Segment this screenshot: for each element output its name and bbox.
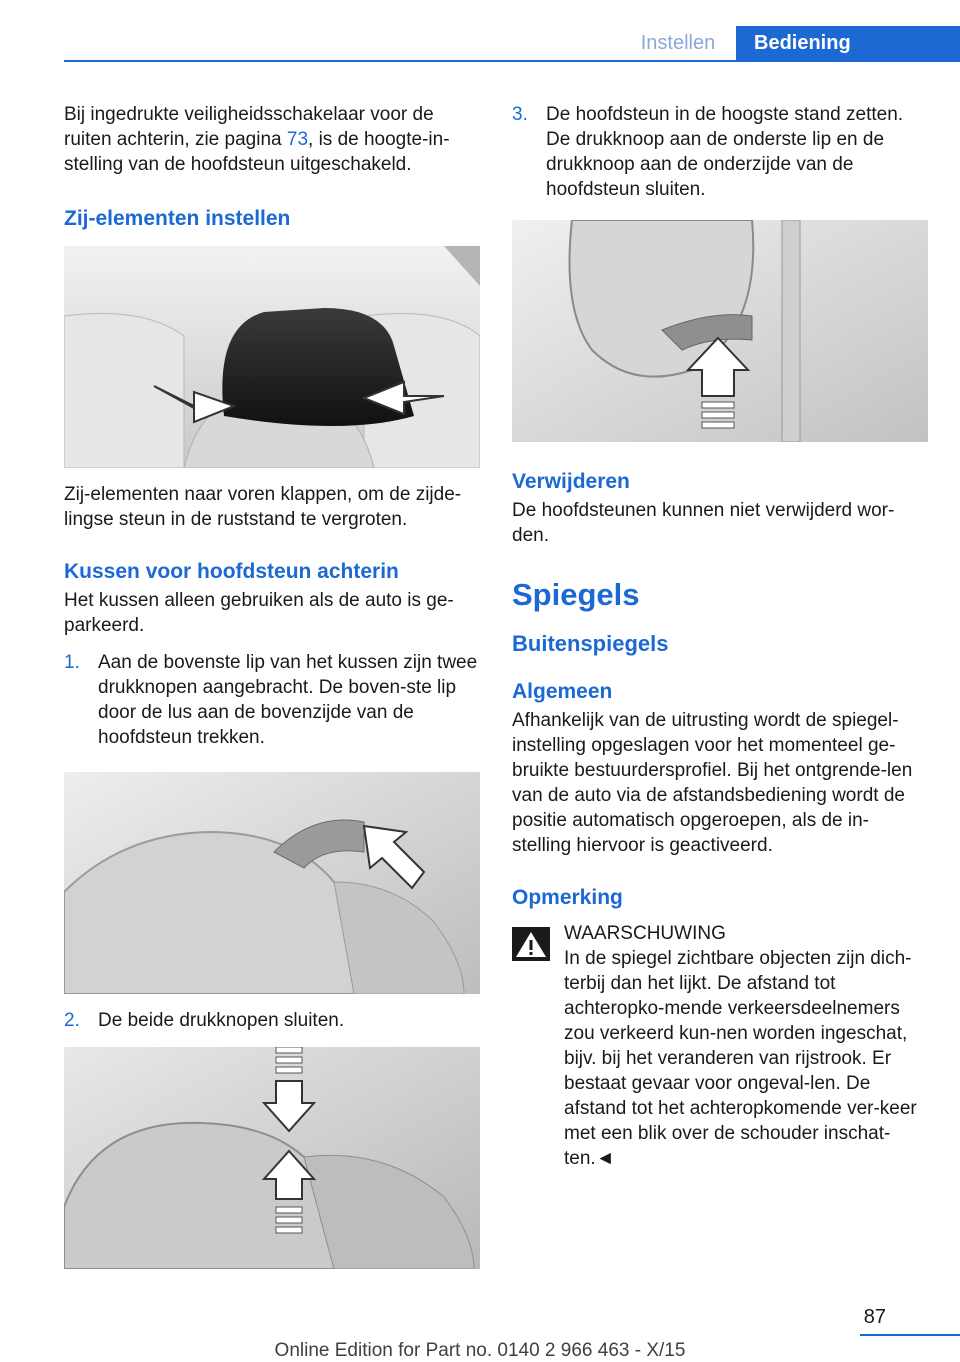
warning-title: WAARSCHUWING (564, 923, 726, 944)
heading-general: Algemeen (512, 680, 613, 703)
right-column (512, 100, 928, 1171)
general-text: Afhankelijk van de uitrusting wordt de spiegel-instelling opgeslagen voor het momenteel ge-bruikte bestuurdersprofiel. Bij het ontgrende-len van de auto via de afstandsbediening wordt de positie automatisch opgeroepen, als de in-stelling hiervoor is geactiveerd. (512, 710, 913, 856)
cushion-text: Het kussen alleen gebruiken als de auto is ge-parkeerd. (64, 590, 454, 636)
step-1-number: 1. (64, 652, 80, 673)
step-2-text: De beide drukknopen sluiten. (98, 1010, 345, 1031)
steps-list-left (64, 650, 480, 750)
heading-cushion: Kussen voor hoofdsteun achterin (64, 560, 399, 583)
header-rule (64, 60, 960, 62)
warning-text-content: In de spiegel zichtbare objecten zijn dich-terbij dan het lijkt. De afstand tot achteropko-mende verkeersdeelnemers zou verkeerd kun-nen worden ingeschat, bijv. bij het veranderen van rijstrook. Er bestaat gevaar voor ongeval-len. De afstand tot het achteropkomende ver-keer met een blik over de schouder inschat-ten.◄ (564, 948, 917, 1169)
intro-paragraph (64, 102, 480, 177)
warning-box (512, 921, 928, 1171)
header-tab-bediening[interactable]: Bediening (736, 26, 960, 62)
footer-edition: Online Edition for Part no. 0140 2 966 463 - X/15 (274, 1340, 686, 1361)
figure-close-snaps (64, 1047, 480, 1269)
step-3 (512, 102, 928, 202)
step-3-number: 3. (512, 104, 528, 125)
warning-text (512, 946, 928, 1171)
heading-side-elements: Zij-elementen instellen (64, 207, 291, 230)
intro-text-end: , is de hoogte-in-stelling van de hoofdsteun uitgeschakeld. (64, 129, 450, 175)
steps-list-left-2 (64, 1008, 480, 1033)
header-tab-instellen[interactable]: Instellen (640, 32, 716, 54)
figure-cushion-loop (64, 772, 480, 994)
steps-list-right (512, 102, 928, 202)
figure-headrest-side-elements (64, 246, 480, 468)
step-2-number: 2. (64, 1010, 80, 1031)
step-1 (64, 650, 480, 750)
heading-outside-mirrors: Buitenspiegels (512, 631, 669, 656)
step-3-text: De hoofdsteun in de hoogste stand zetten. De drukknoop aan de onderste lip en de drukknoop aan de onderzijde van de hoofdsteun sluiten. (546, 104, 904, 200)
intro-text: Bij ingedrukte veiligheidsschakelaar voor de ruiten achterin, zie pagina (64, 104, 434, 150)
page-number: 87 (863, 1306, 886, 1328)
left-column (64, 100, 480, 1269)
heading-note: Opmerking (512, 886, 623, 909)
step-2 (64, 1008, 480, 1033)
step-1-text: Aan de bovenste lip van het kussen zijn twee drukknopen aangebracht. De boven-ste lip door de lus aan de bovenzijde van de hoofdsteun trekken. (98, 652, 478, 748)
heading-remove: Verwijderen (512, 470, 630, 493)
heading-mirrors: Spiegels (512, 577, 640, 612)
page-link-73[interactable]: 73 (286, 129, 309, 150)
warning-triangle-icon (512, 927, 550, 961)
footer-rule (860, 1334, 960, 1336)
remove-text: De hoofdsteunen kunnen niet verwijderd wor-den. (512, 500, 895, 546)
figure-highest-position (512, 220, 928, 442)
side-elements-text: Zij-elementen naar voren klappen, om de zijde-lingse steun in de ruststand te vergroten. (64, 484, 462, 530)
